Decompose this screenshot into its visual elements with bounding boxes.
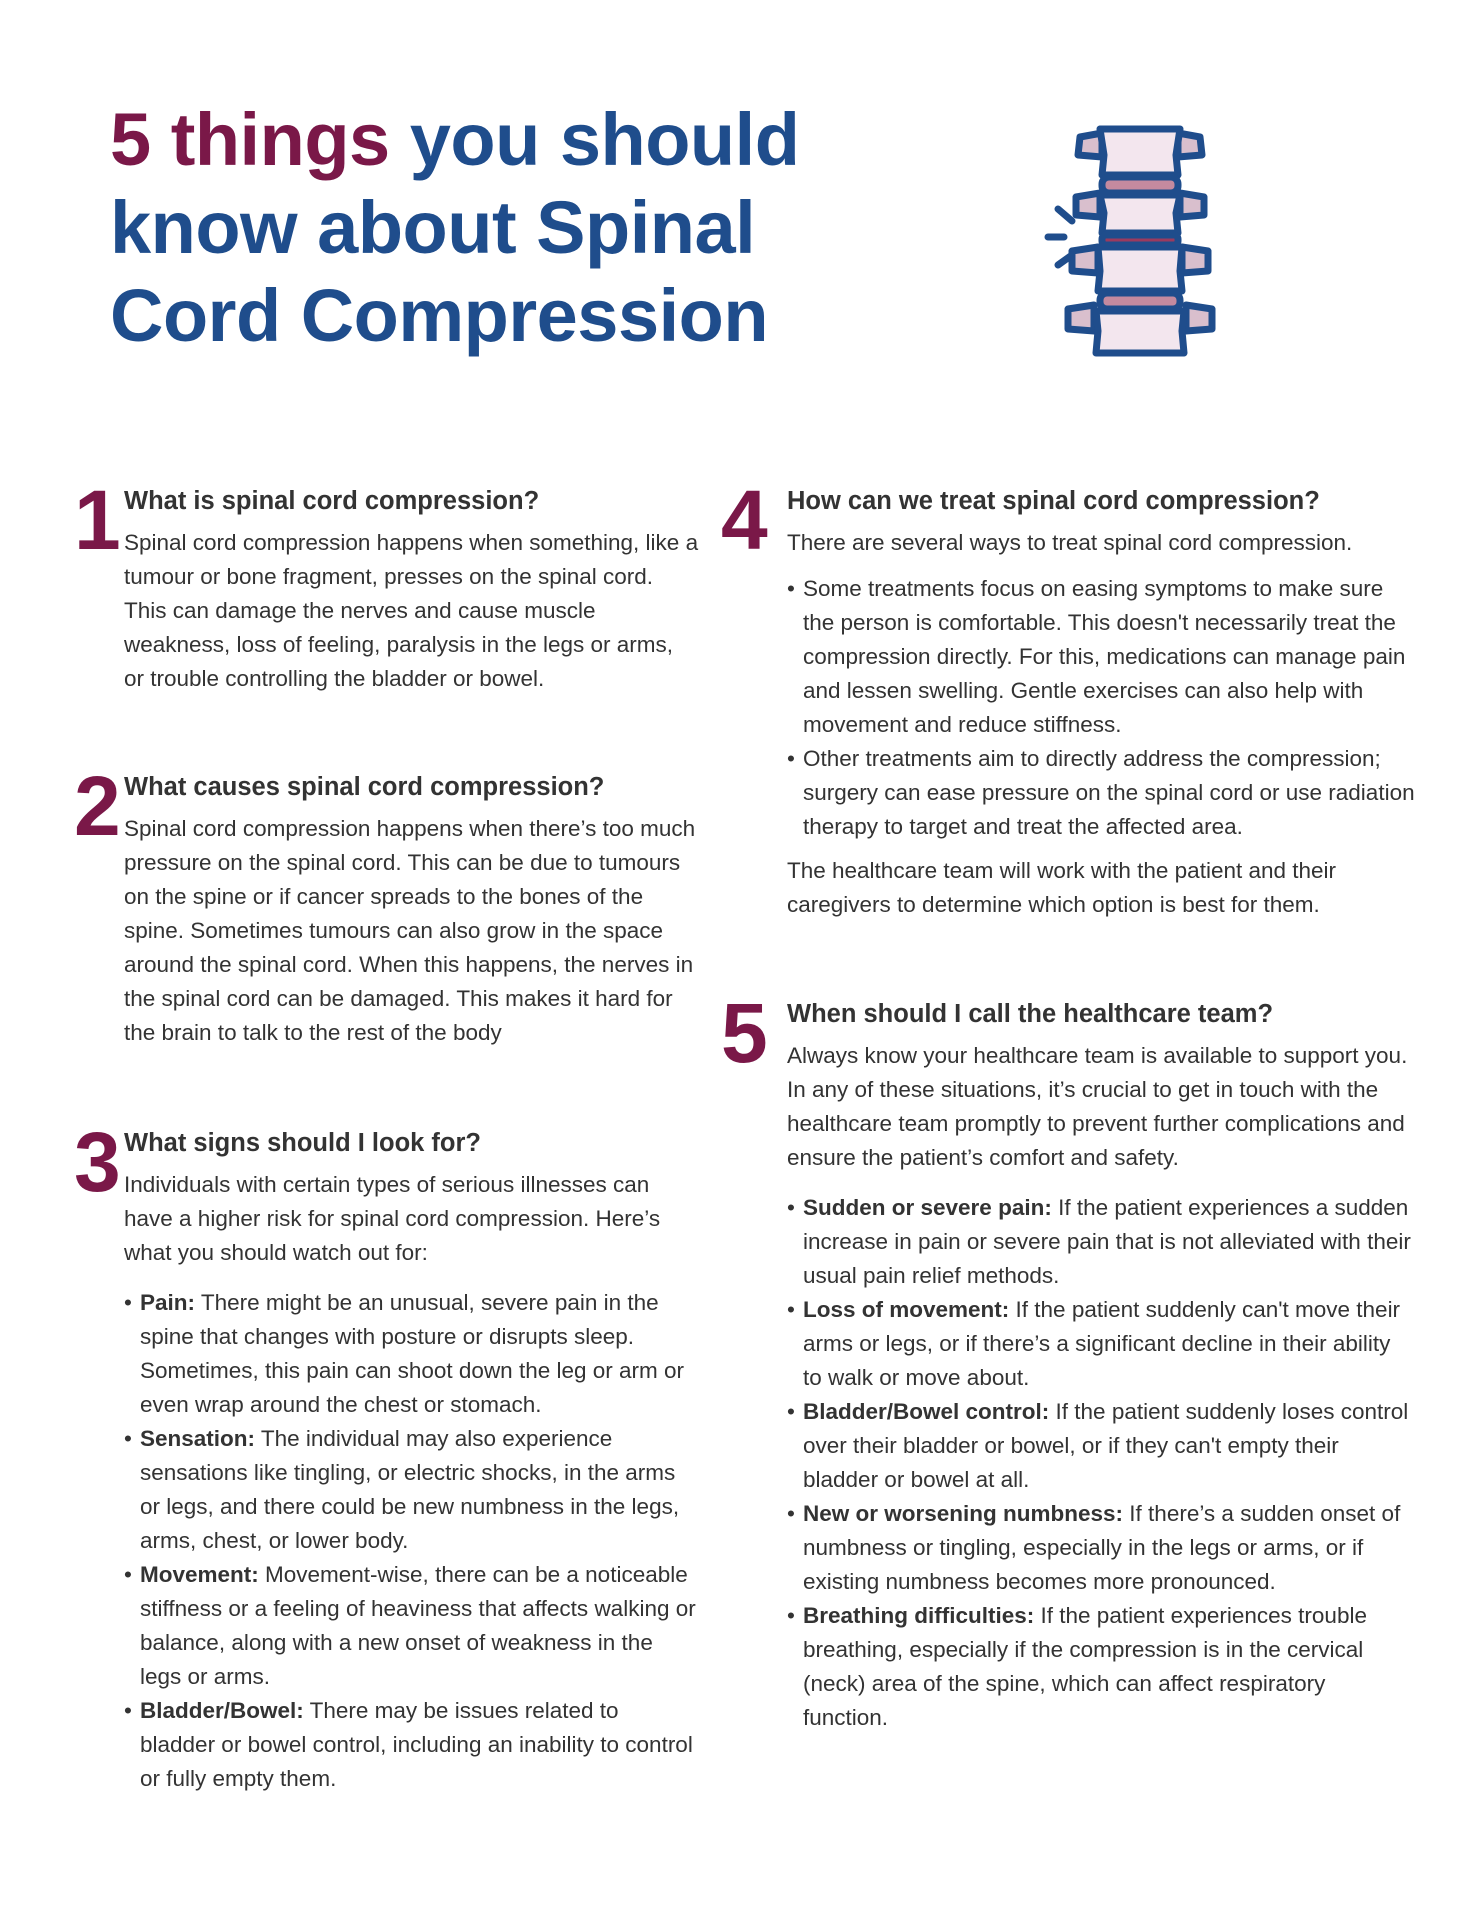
- list-item: [787, 1395, 1412, 1497]
- title-line2: know about Spinal: [110, 186, 756, 269]
- treatment-list: [787, 572, 1417, 844]
- section-body: Individuals with certain types of serious illnesses can have a higher risk for spinal cord compression. Here’s what you should watch out for:: [124, 1172, 661, 1265]
- title-line1: you should: [389, 98, 800, 181]
- bullet-text: There may be issues related to bladder or bowel control, including an inability to control or fully empty them.: [140, 1698, 693, 1791]
- section-heading: How can we treat spinal cord compression?: [787, 487, 1320, 515]
- section-2: [74, 759, 699, 1050]
- section-closing: The healthcare team will work with the patient and their caregivers to determine which option is best for them.: [787, 858, 1337, 917]
- bullet-text: If the patient experiences a sudden increase in pain or severe pain that is not alleviated with their usual pain relief methods.: [803, 1195, 1411, 1288]
- section-number: 3: [74, 1115, 121, 1209]
- list-item: [124, 1558, 699, 1694]
- section-heading: What signs should I look for?: [124, 1129, 481, 1157]
- section-heading: What is spinal cord compression?: [124, 487, 540, 515]
- bullet-term: Movement:: [140, 1562, 259, 1587]
- call-list: [787, 1191, 1412, 1735]
- signs-list: [124, 1286, 699, 1796]
- list-item: [787, 1599, 1412, 1735]
- bullet-text: If there’s a sudden onset of numbness or tingling, especially in the legs or arms, or if existing numbness becomes more pronounced.: [803, 1501, 1401, 1594]
- bullet-text: The individual may also experience sensations like tingling, or electric shocks, in the arms or legs, and there could be new numbness in the legs, arms, chest, or lower body.: [140, 1426, 680, 1553]
- list-item: [787, 742, 1417, 844]
- list-item: [787, 1497, 1412, 1599]
- section-3: [74, 1115, 699, 1806]
- bullet-term: Loss of movement:: [803, 1297, 1010, 1322]
- bullet-term: Bladder/Bowel:: [140, 1698, 304, 1723]
- page-title: [110, 96, 910, 360]
- section-body: There are several ways to treat spinal cord compression.: [787, 530, 1353, 555]
- bullet-term: Bladder/Bowel control:: [803, 1399, 1050, 1424]
- title-line3: Cord Compression: [110, 274, 769, 357]
- section-heading: When should I call the healthcare team?: [787, 1000, 1274, 1028]
- section-number: 5: [721, 986, 768, 1080]
- bullet-term: Sudden or severe pain:: [803, 1195, 1052, 1220]
- list-item: [124, 1422, 699, 1558]
- bullet-text: If the patient suddenly can't move their arms or legs, or if there’s a significant decline in their ability to walk or move about.: [803, 1297, 1401, 1390]
- bullet-term: Breathing difficulties:: [803, 1603, 1035, 1628]
- list-item: [124, 1286, 699, 1422]
- section-heading: What causes spinal cord compression?: [124, 773, 605, 801]
- bullet-term: Pain:: [140, 1290, 196, 1315]
- spine-icon: [1040, 125, 1240, 365]
- section-1: [74, 473, 699, 696]
- section-number: 1: [74, 473, 121, 567]
- list-item: [124, 1694, 699, 1796]
- section-body: Always know your healthcare team is available to support you. In any of these situations, it’s crucial to get in touch with the healthcare team promptly to prevent further complications and ensure the patient’s comfort and safety.: [787, 1043, 1408, 1170]
- bullet-text: If the patient experiences trouble breathing, especially if the compression is in the cervical (neck) area of the spine, which can affect respiratory function.: [803, 1603, 1367, 1730]
- section-number: 4: [721, 473, 768, 567]
- bullet-term: Sensation:: [140, 1426, 256, 1451]
- bullet-text: Movement-wise, there can be a noticeable stiffness or a feeling of heaviness that affects walking or balance, along with a new onset of weakness in the legs or arms.: [140, 1562, 696, 1689]
- bullet-text: There might be an unusual, severe pain in the spine that changes with posture or disrupts sleep. Sometimes, this pain can shoot down the leg or arm or even wrap around the chest or stomach.: [140, 1290, 685, 1417]
- bullet-text: Other treatments aim to directly address the compression; surgery can ease pressure on the spinal cord or use radiation therapy to target and treat the affected area.: [803, 746, 1415, 839]
- list-item: [787, 572, 1417, 742]
- section-5: [721, 986, 1412, 1745]
- list-item: [787, 1293, 1412, 1395]
- section-body: Spinal cord compression happens when there’s too much pressure on the spinal cord. This can be due to tumours on the spine or if cancer spreads to the bones of the spine. Sometimes tumours can also grow in the space around the spinal cord. When this happens, the nerves in the spinal cord can be damaged. This makes it hard for the brain to talk to the rest of the body: [124, 816, 696, 1045]
- section-body: Spinal cord compression happens when something, like a tumour or bone fragment, presses on the spinal cord. This can damage the nerves and cause muscle weakness, loss of feeling, paralysis in the legs or arms, or trouble controlling the bladder or bowel.: [124, 530, 699, 691]
- section-number: 2: [74, 759, 121, 853]
- section-4: [721, 473, 1417, 922]
- list-item: [787, 1191, 1412, 1293]
- bullet-term: New or worsening numbness:: [803, 1501, 1124, 1526]
- bullet-text: Some treatments focus on easing symptoms to make sure the person is comfortable. This doesn't necessarily treat the compression directly. For this, medications can manage pain and lessen swelling. Gentle exercises can also help with movement and reduce stiffness.: [803, 576, 1406, 737]
- bullet-text: If the patient suddenly loses control over their bladder or bowel, or if they can't empty their bladder or bowel at all.: [803, 1399, 1409, 1492]
- title-accent: 5 things: [110, 98, 390, 181]
